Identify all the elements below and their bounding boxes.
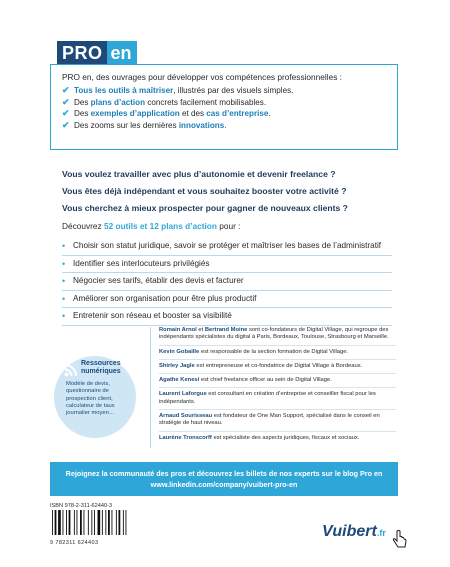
barcode-bar [77, 510, 78, 535]
badge-en: en [107, 41, 137, 65]
benefit-item: • Améliorer son organisation pour être plus productif [62, 291, 392, 309]
barcode-bar [102, 510, 103, 535]
question: Vous cherchez à mieux prospecter pour gagner de nouveaux clients ? [62, 203, 348, 213]
check-icon: ✔ [62, 96, 70, 107]
barcode-bar [112, 510, 113, 535]
barcode-bar [69, 510, 71, 535]
check-icon: ✔ [62, 85, 70, 95]
resources-text: Modèle de devis, questionnaire de prospection client, calculateur de taux journalier moyen… [66, 381, 115, 417]
badge-pro: PRO [57, 41, 107, 65]
author-entry: Laurent Laforgue est consultant en création d’entreprise et conseiller fiscal pour les indépendants. [159, 391, 396, 410]
check-icon: ✔ [62, 108, 70, 118]
barcode-bar [74, 510, 75, 535]
barcode-bar [58, 510, 61, 535]
barcode-bar [119, 510, 121, 535]
resources-title: Ressources numériques [81, 360, 121, 375]
barcode-bar [55, 510, 57, 535]
author-entry: Kevin Gobaille est responsable de la section formation de Digital Village. [159, 349, 396, 360]
barcode-bar [80, 510, 82, 535]
question: Vous êtes déjà indépendant et vous souhaitez booster votre activité ? [62, 186, 347, 196]
barcode-bar [105, 510, 106, 535]
isbn-digits: 9 782311 624403 [50, 540, 99, 546]
check-icon: ✔ [62, 119, 70, 130]
barcode-bar [116, 510, 117, 535]
intro-item: ✔ Des plans d’action concrets facilement mobilisables. [62, 96, 267, 107]
benefits-list [62, 238, 392, 326]
barcode-bar [123, 510, 124, 535]
author-entry: Agathe Kenesi est chief freelance officer au sein de Digital Village. [159, 377, 396, 388]
barcode-bar [88, 510, 89, 535]
barcode-bar [126, 510, 127, 535]
intro-item: ✔ Tous les outils à maîtriser, illustrés par des visuels simples. [62, 85, 294, 95]
barcode-bar [91, 510, 92, 535]
author-entry: Laurène Tronscorff est spécialiste des aspects juridiques, fiscaux et sociaux. [159, 434, 360, 441]
barcode-bar [66, 510, 67, 535]
benefit-item: • Négocier ses tarifs, établir des devis et facturer [62, 273, 392, 291]
banner-text: Rejoignez la communauté des pros et découvrez les billets de nos experts sur le blog Pro en [65, 469, 383, 478]
benefit-item: • Choisir son statut juridique, savoir se protéger et maîtriser les bases de l’administratif [62, 238, 392, 256]
rss-icon [64, 363, 78, 377]
intro-item: ✔ Des zooms sur les dernières innovations. [62, 119, 227, 130]
intro-item: ✔ Des exemples d’application et des cas d’entreprise. [62, 108, 271, 118]
question: Vous voulez travailler avec plus d’autonomie et devenir freelance ? [62, 169, 336, 179]
barcode-bar [52, 510, 53, 535]
intro-lead: PRO en, des ouvrages pour développer vos compétences professionnelles : [62, 72, 342, 82]
hand-cursor-icon [392, 530, 408, 550]
authors-list [150, 327, 396, 448]
author-entry: Romain Arnol et Bertrand Moine sont co-fondateurs de Digital Village, qui regroupe des indépendants spécialistes du digital à Paris, Bordeaux, Toulouse, Strasbourg et Marseille. [159, 327, 396, 346]
barcode [50, 510, 140, 535]
barcode-bar [108, 510, 110, 535]
pro-en-badge [57, 41, 137, 65]
barcode-bar [63, 510, 64, 535]
isbn-label: ISBN 978-2-311-62440-3 [50, 503, 113, 509]
intro-list [62, 85, 387, 131]
intro-box [50, 64, 398, 150]
vuibert-logo: Vuibert .fr [322, 523, 386, 540]
discover-line: Découvrez 52 outils et 12 plans d’action pour : [62, 221, 241, 231]
barcode-bar [98, 510, 101, 535]
isbn-block [50, 503, 142, 546]
barcode-bar [94, 510, 95, 535]
barcode-bar [84, 510, 85, 535]
community-banner [50, 462, 398, 496]
benefit-item: • Entretenir son réseau et booster sa visibilité [62, 308, 392, 326]
questions [62, 166, 392, 217]
author-entry: Shirley Jagle est entrepreneuse et co-fondatrice de Digital Village à Bordeaux. [159, 363, 396, 374]
benefit-item: • Identifier ses interlocuteurs privilégiés [62, 256, 392, 274]
author-entry: Arnaud Sourisseau est fondateur de One Man Support, spécialisé dans le conseil en stratégie de haut niveau. [159, 413, 396, 432]
banner-link[interactable]: www.linkedin.com/company/vuibert-pro-en [150, 480, 298, 489]
